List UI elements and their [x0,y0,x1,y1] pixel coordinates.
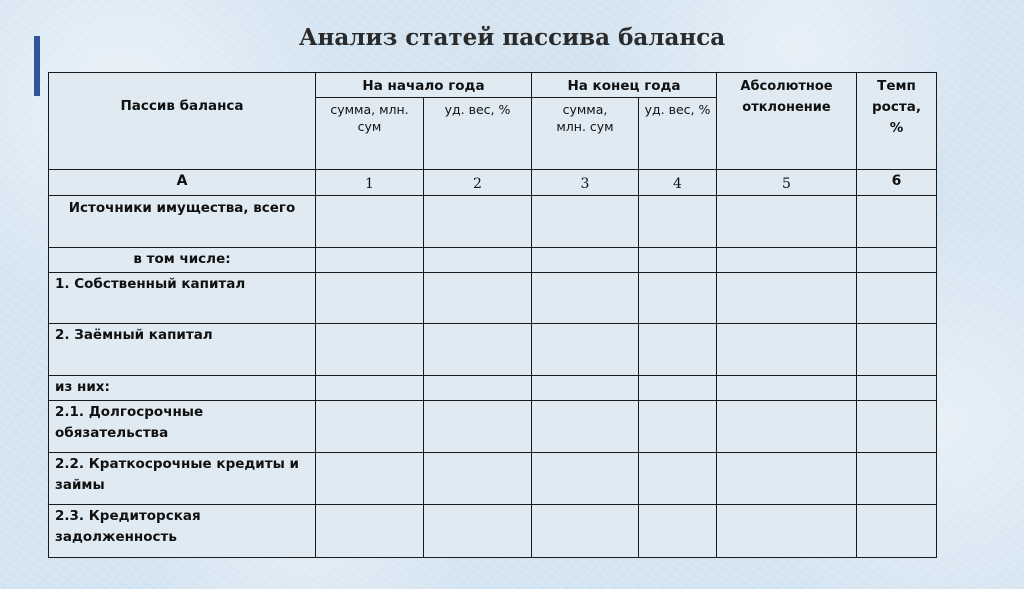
data-cell [316,196,424,248]
data-cell [532,401,639,453]
data-cell [639,273,717,324]
data-cell [717,273,857,324]
row-label: Источники имущества, всего [49,196,316,248]
data-cell [639,248,717,273]
data-cell [639,401,717,453]
data-cell [532,505,639,558]
data-cell [857,505,937,558]
data-cell [717,376,857,401]
data-cell [316,248,424,273]
data-cell [532,453,639,505]
header-growth-rate: Темп роста, % [857,73,937,170]
data-cell [316,505,424,558]
data-cell [857,273,937,324]
data-cell [424,273,532,324]
index-cell: 2 [424,170,532,196]
data-cell [639,376,717,401]
index-cell: 3 [532,170,639,196]
row-label: 2. Заёмный капитал [49,324,316,376]
header-row-1 [49,73,937,98]
index-cell: 6 [857,170,937,196]
data-cell [639,453,717,505]
data-cell [717,453,857,505]
data-cell [424,196,532,248]
index-cell: 1 [316,170,424,196]
data-cell [717,248,857,273]
data-cell [532,273,639,324]
data-cell [532,196,639,248]
table-row [49,376,937,401]
table-row [49,505,937,558]
liabilities-table [48,72,937,558]
data-cell [857,453,937,505]
data-cell [532,324,639,376]
table-row [49,196,937,248]
row-label: из них: [49,376,316,401]
data-cell [717,401,857,453]
data-cell [639,196,717,248]
table-row [49,401,937,453]
header-liability: Пассив баланса [49,73,316,170]
header-abs-deviation: Абсолютное отклонение [717,73,857,170]
table-row [49,248,937,273]
data-cell [639,505,717,558]
data-cell [316,401,424,453]
data-cell [857,401,937,453]
data-cell [316,324,424,376]
header-end-amount: сумма, млн. сум [532,98,639,170]
table-row [49,273,937,324]
row-label: 2.3. Кредиторская задолженность [49,505,316,558]
data-cell [424,248,532,273]
table-row [49,324,937,376]
data-cell [316,453,424,505]
row-label: 2.2. Краткосрочные кредиты и займы [49,453,316,505]
data-cell [857,196,937,248]
data-cell [639,324,717,376]
row-label: 1. Собственный капитал [49,273,316,324]
data-cell [424,401,532,453]
data-cell [532,248,639,273]
header-start-of-year: На начало года [316,73,532,98]
data-cell [717,505,857,558]
table-row [49,453,937,505]
slide-title: Анализ статей пассива баланса [298,24,726,51]
header-end-share: уд. вес, % [639,98,717,170]
index-row [49,170,937,196]
index-cell: 4 [639,170,717,196]
data-cell [316,273,424,324]
header-start-share: уд. вес, % [424,98,532,170]
header-end-of-year: На конец года [532,73,717,98]
data-cell [532,376,639,401]
data-cell [424,453,532,505]
data-cell [424,324,532,376]
data-cell [857,248,937,273]
data-cell [424,376,532,401]
data-cell [857,324,937,376]
index-cell: 5 [717,170,857,196]
index-cell: А [49,170,316,196]
row-label: 2.1. Долгосрочные обязательства [49,401,316,453]
data-cell [316,376,424,401]
row-label: в том числе: [49,248,316,273]
data-cell [717,324,857,376]
data-cell [857,376,937,401]
data-cell [424,505,532,558]
data-cell [717,196,857,248]
header-start-amount: сумма, млн. сум [316,98,424,170]
